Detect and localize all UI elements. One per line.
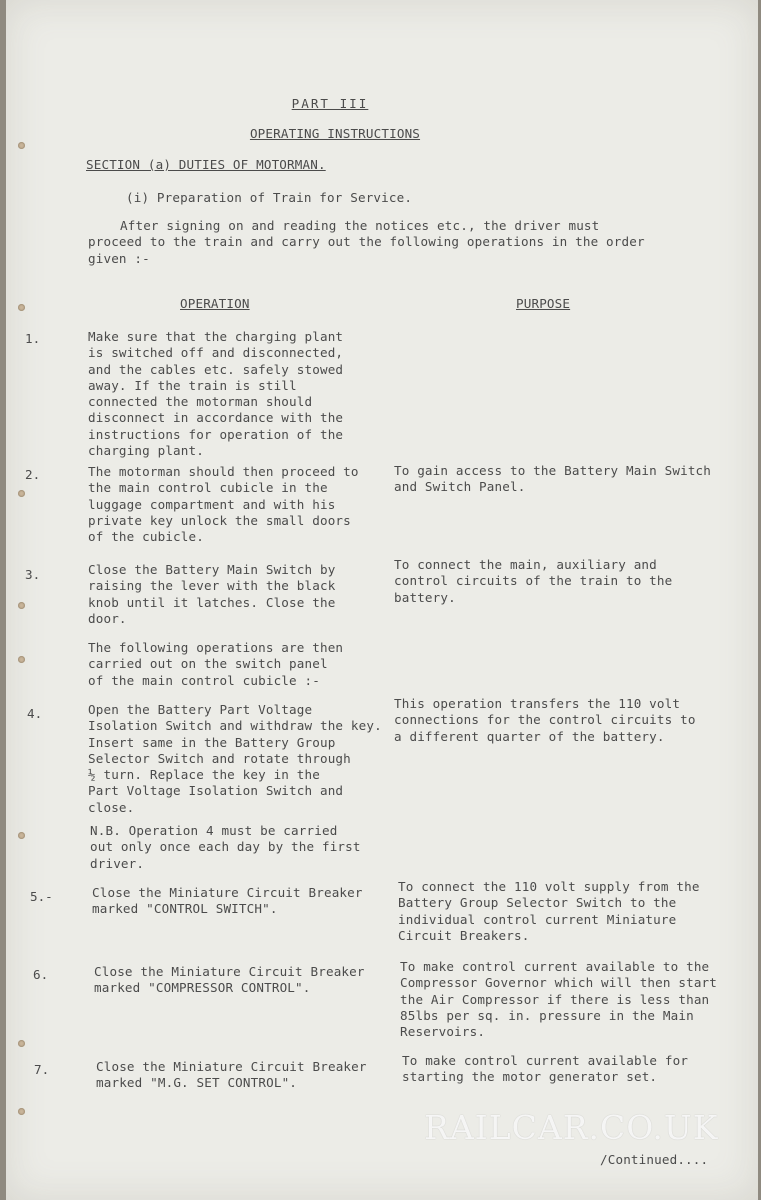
punch-hole (18, 490, 25, 497)
punch-hole (18, 832, 25, 839)
punch-hole (18, 304, 25, 311)
punch-hole (18, 656, 25, 663)
purpose-column-header: PURPOSE (516, 296, 571, 311)
punch-hole (18, 1108, 25, 1115)
intro-paragraph: After signing on and reading the notices etc., the driver must proceed to the train and carry out the following operations in the order given :- (88, 218, 645, 266)
step-operation: Make sure that the charging plant is switched off and disconnected, and the cables etc. safely stowed away. If the train is still connected the motorman should disconnect in accordance with the instructions for operation of the charging plant. (88, 329, 344, 459)
punch-hole (18, 602, 25, 609)
step-note: N.B. Operation 4 must be carried out only once each day by the first driver. (90, 823, 361, 871)
part-title: PART III (291, 96, 369, 111)
step-purpose: To gain access to the Battery Main Switch and Switch Panel. (394, 463, 712, 495)
punch-hole (18, 1040, 25, 1047)
step-number: 7. (34, 1062, 50, 1077)
step-operation: The following operations are then carried out on the switch panel of the main control cubicle :- (88, 640, 344, 688)
step-operation: Close the Battery Main Switch by raising the lever with the black knob until it latches. Close the door. (88, 562, 336, 626)
step-operation: Close the Miniature Circuit Breaker marked "COMPRESSOR CONTROL". (94, 964, 365, 996)
subsection-heading (126, 190, 412, 206)
watermark: RAILCAR.CO.UK (424, 1108, 719, 1147)
step-operation: Open the Battery Part Voltage Isolation Switch and withdraw the key. Insert same in the Battery Group Selector Switch and rotate through ½ turn. Replace the key in the Part Voltage Isolation Switch and close. (88, 702, 382, 815)
step-number: 4. (27, 706, 43, 721)
operation-column-header: OPERATION (180, 296, 250, 311)
step-purpose: To make control current available for starting the motor generator set. (402, 1053, 689, 1085)
punch-hole (18, 142, 25, 149)
step-operation: Close the Miniature Circuit Breaker marked "CONTROL SWITCH". (92, 885, 363, 917)
continued-note: /Continued.... (600, 1152, 709, 1167)
document-heading: OPERATING INSTRUCTIONS (249, 126, 421, 141)
step-operation: The motorman should then proceed to the main control cubicle in the luggage compartment and with his private key unlock the small doors of the cubicle. (88, 464, 359, 545)
step-purpose: To connect the 110 volt supply from the Battery Group Selector Switch to the individual control current Miniature Circuit Breakers. (398, 879, 700, 943)
step-purpose: To make control current available to the Compressor Governor which will then start the Air Compressor if there is less than 85lbs per sq. in. pressure in the Main Reservoirs. (400, 959, 718, 1040)
step-purpose: To connect the main, auxiliary and control circuits of the train to the battery. (394, 557, 673, 605)
step-number: 6. (33, 967, 49, 982)
step-purpose: This operation transfers the 110 volt connections for the control circuits to a different quarter of the battery. (394, 696, 696, 744)
step-operation: Close the Miniature Circuit Breaker marked "M.G. SET CONTROL". (96, 1059, 367, 1091)
section-heading: SECTION (a) DUTIES OF MOTORMAN. (86, 157, 326, 172)
step-number: 5.- (30, 889, 53, 904)
step-number: 2. (25, 467, 41, 482)
step-number: 1. (25, 331, 41, 346)
subsection-text: (i) Preparation of Train for Service. (126, 190, 413, 205)
step-number: 3. (25, 567, 41, 582)
